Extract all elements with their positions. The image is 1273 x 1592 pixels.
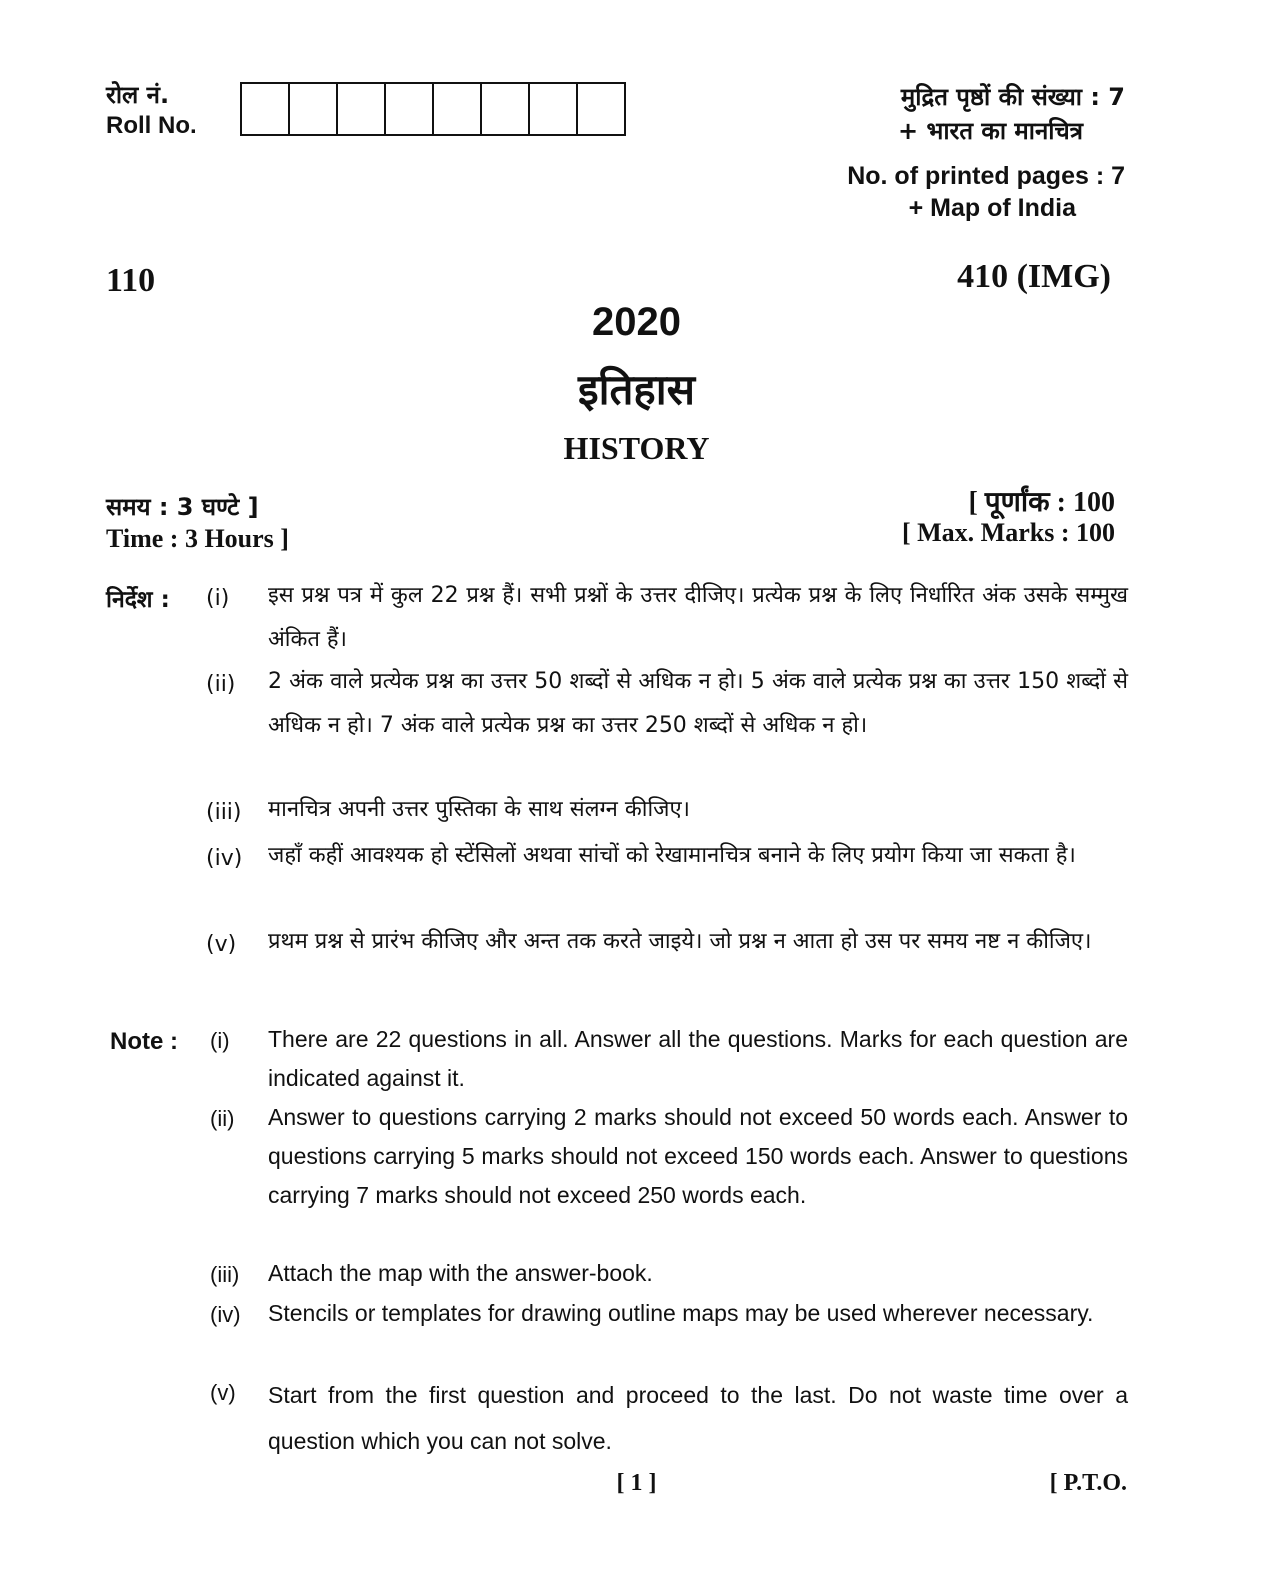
time-hindi: समय : 3 घण्टे ] — [106, 493, 259, 521]
roll-digit-box — [386, 84, 434, 134]
roll-digit-box — [434, 84, 482, 134]
page-number: [ 1 ] — [616, 1470, 657, 1496]
note-number: (i) — [210, 1028, 230, 1053]
note-item: Start from the first question and proceed to the last. Do not waste time over a question which you can not solve. — [268, 1382, 1128, 1454]
instruction-item-hindi: प्रथम प्रश्न से प्रारंभ कीजिए और अन्त तक करते जाइये। जो प्रश्न न आता हो उस पर समय नष्ट न कीजिए। — [268, 929, 1092, 954]
note-number: (v) — [210, 1380, 236, 1405]
roll-number-label: Roll No. — [106, 112, 197, 139]
instruction-number: (ii) — [206, 672, 236, 697]
instruction-number: (iii) — [206, 800, 242, 825]
instructions-label-hindi: निर्देश : — [106, 587, 170, 613]
subject-title-hindi: इतिहास — [577, 365, 695, 414]
roll-digit-box — [338, 84, 386, 134]
map-note: + Map of India — [908, 194, 1076, 222]
note-number: (ii) — [210, 1106, 235, 1131]
note-item: Stencils or templates for drawing outline maps may be used wherever necessary. — [268, 1300, 1094, 1326]
roll-digit-box — [578, 84, 624, 134]
roll-number-boxes — [240, 82, 626, 136]
time: Time : 3 Hours ] — [106, 524, 289, 553]
note-number: (iv) — [210, 1302, 241, 1327]
printed-pages-hindi: मुद्रित पृष्ठों की संख्या : 7 — [900, 83, 1125, 111]
max-marks-hindi: [ पूर्णांक : 100 — [968, 487, 1115, 518]
please-turn-over: [ P.T.O. — [1049, 1470, 1127, 1496]
note-item: Attach the map with the answer-book. — [268, 1260, 653, 1286]
roll-digit-box — [290, 84, 338, 134]
instruction-item-hindi: जहाँ कहीं आवश्यक हो स्टेंसिलों अथवा सांचों को रेखामानचित्र बनाने के लिए प्रयोग किया जा सकता है। — [268, 843, 1076, 868]
paper-code-right: 410 (IMG) — [957, 258, 1111, 295]
instruction-item-hindi: मानचित्र अपनी उत्तर पुस्तिका के साथ संलग्न कीजिए। — [268, 797, 691, 822]
roll-digit-box — [530, 84, 578, 134]
instruction-item-hindi: इस प्रश्न पत्र में कुल 22 प्रश्न हैं। सभी प्रश्नों के उत्तर दीजिए। प्रत्येक प्रश्न के लिए निर्धारित अंक उसके सम्मुख अंकित हैं। — [268, 583, 1128, 652]
instruction-item-hindi: 2 अंक वाले प्रत्येक प्रश्न का उत्तर 50 शब्दों से अधिक न हो। 5 अंक वाले प्रत्येक प्रश्न का उत्तर 150 शब्दों से अधिक न हो। 7 अंक वाले प्रत्येक प्रश्न का उत्तर 250 शब्दों से अधिक न हो। — [268, 669, 1128, 738]
subject-title: HISTORY — [563, 430, 710, 466]
printed-pages: No. of printed pages : 7 — [847, 162, 1125, 190]
notes-label: Note : — [110, 1028, 178, 1055]
note-number: (iii) — [210, 1262, 240, 1287]
instruction-number: (iv) — [206, 846, 243, 871]
roll-number-label-hindi: रोल नं. — [106, 81, 170, 109]
paper-code-left: 110 — [106, 262, 156, 299]
instruction-number: (i) — [206, 586, 230, 611]
roll-digit-box — [242, 84, 290, 134]
instruction-number: (v) — [206, 932, 237, 957]
exam-year: 2020 — [592, 300, 681, 344]
max-marks: [ Max. Marks : 100 — [901, 518, 1115, 547]
map-note-hindi: + भारत का मानचित्र — [898, 117, 1083, 145]
note-item: There are 22 questions in all. Answer all the questions. Marks for each question are indicated against it. — [268, 1026, 1128, 1091]
note-item: Answer to questions carrying 2 marks should not exceed 50 words each. Answer to questions carrying 5 marks should not exceed 150 words each. Answer to questions carrying 7 marks should not exceed 250 words each. — [268, 1104, 1128, 1208]
roll-digit-box — [482, 84, 530, 134]
